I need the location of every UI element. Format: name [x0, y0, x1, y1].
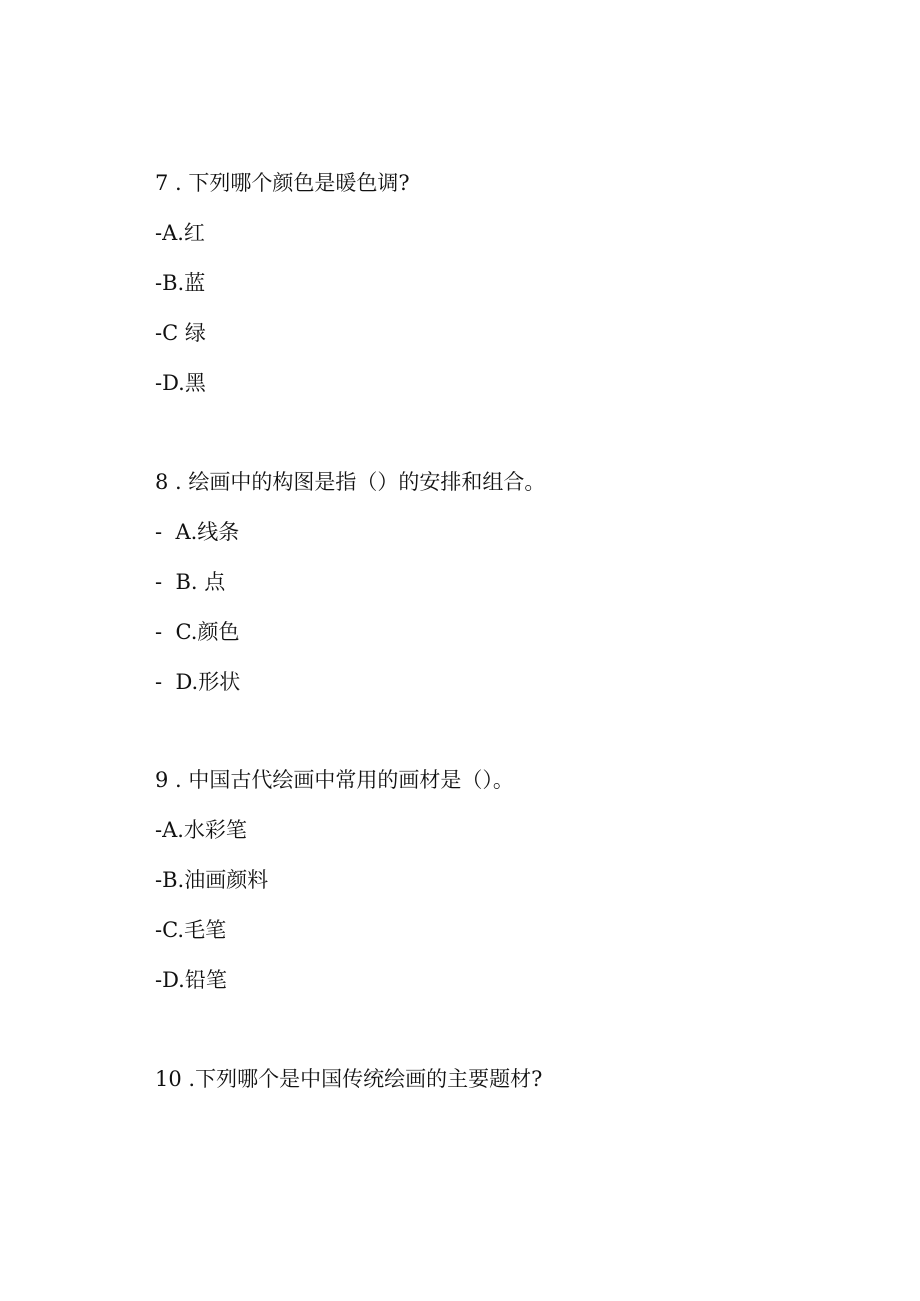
- question-stem: 7 . 下列哪个颜色是暖色调?: [155, 171, 410, 195]
- option-a: - A.线条: [155, 520, 240, 544]
- option-b: -B.蓝: [155, 271, 206, 295]
- option-d: - D.形状: [155, 670, 241, 694]
- option-c: - C.颜色: [155, 620, 240, 644]
- option-d: -D.铅笔: [155, 968, 227, 992]
- option-b: - B. 点: [155, 570, 226, 594]
- option-d: -D.黑: [155, 371, 206, 395]
- question-stem: 8 . 绘画中的构图是指（）的安排和组合。: [155, 470, 546, 494]
- option-b: -B.油画颜料: [155, 868, 269, 892]
- option-c: -C.毛笔: [155, 918, 227, 942]
- question-stem: 9 . 中国古代绘画中常用的画材是（）。: [155, 768, 514, 792]
- question-stem: 10 .下列哪个是中国传统绘画的主要题材?: [155, 1067, 543, 1091]
- option-a: -A.水彩笔: [155, 818, 247, 842]
- option-c: -C 绿: [155, 321, 206, 345]
- option-a: -A.红: [155, 221, 205, 245]
